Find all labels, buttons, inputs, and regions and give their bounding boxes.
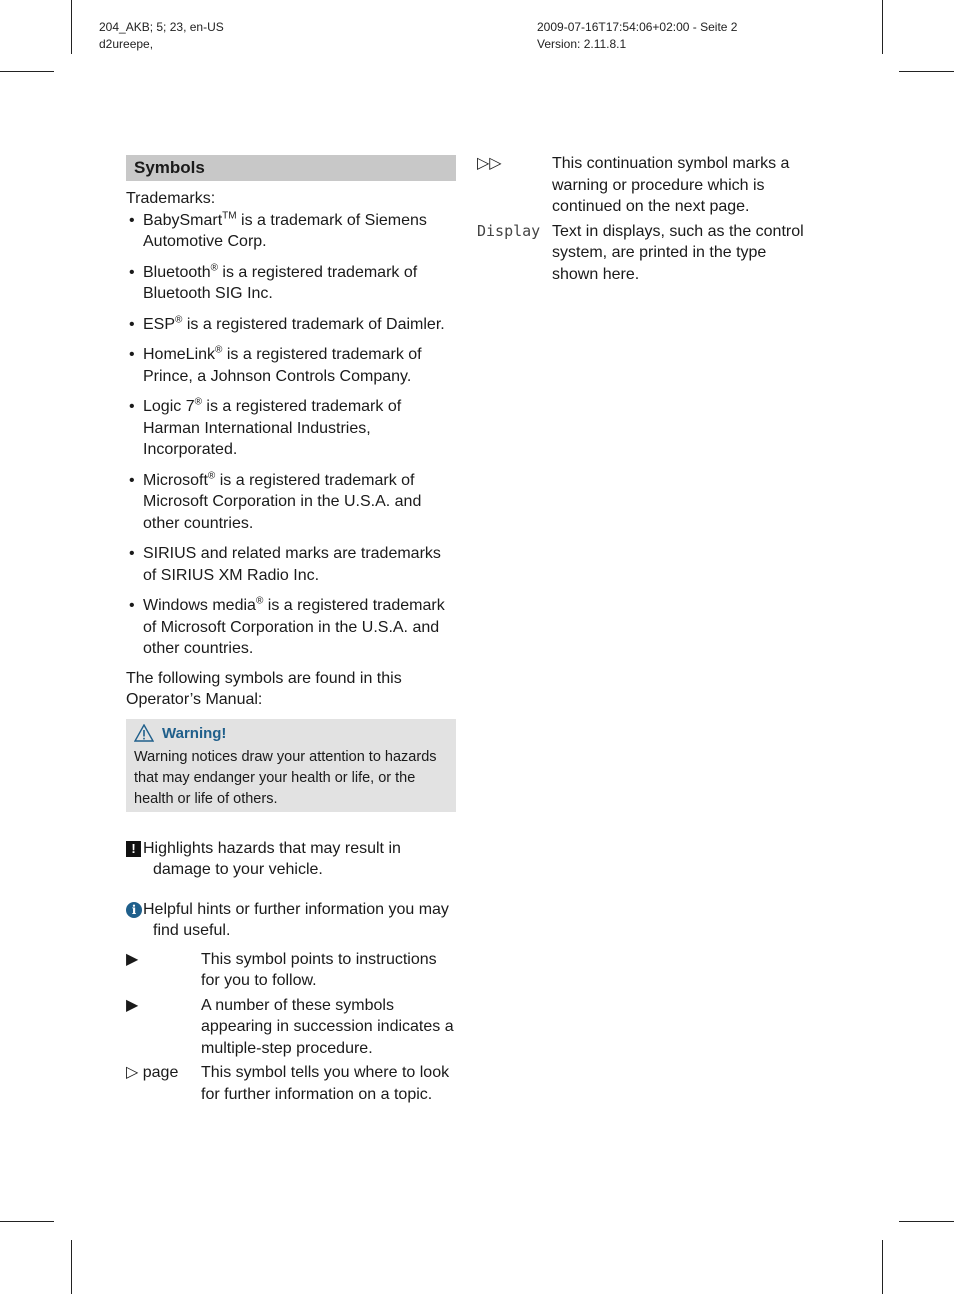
trademark-text: is a registered trademark of Harman International Industries, Incorporated.: [143, 398, 402, 458]
symbol-key: Display: [477, 221, 541, 240]
trademark-text: is a registered trademark of Microsoft Corporation in the U.S.A. and other countries.: [143, 597, 445, 657]
symbol-description: A number of these symbols appearing in succession indicates a multiple-step procedure.: [201, 996, 454, 1057]
trademark-mark: ®: [207, 470, 216, 482]
header-user: d2ureepe,: [99, 37, 154, 51]
hazard-note: [126, 838, 456, 881]
section-title: Symbols: [126, 155, 456, 181]
trademark-item: [126, 344, 456, 387]
trademark-text: is a registered trademark of Daimler.: [182, 315, 445, 333]
bullet-icon: •: [129, 211, 135, 229]
trademark-name: HomeLink: [143, 346, 216, 363]
warning-text: Warning notices draw your attention to hazards that may endanger your health or life, or the health or life of others.: [134, 748, 437, 807]
header-right: [537, 19, 737, 53]
trademark-mark: TM: [222, 210, 237, 222]
trademark-name: Logic 7: [143, 398, 195, 415]
trademark-name: Microsoft: [143, 471, 208, 489]
symbols-intro: The following symbols are found in this Operator’s Manual:: [126, 669, 402, 708]
symbol-description: This symbol tells you where to look for further information on a topic.: [201, 1064, 450, 1103]
warning-title: Warning!: [162, 724, 227, 742]
info-icon: i: [126, 902, 142, 918]
symbol-description: This symbol points to instructions for you to follow.: [201, 950, 437, 989]
trademark-mark: ®: [194, 396, 202, 408]
trademark-item: [126, 543, 456, 586]
trademark-item: [126, 210, 456, 253]
crop-mark: [71, 1240, 72, 1294]
trademark-text: is a registered trademark of Microsoft Corporation in the U.S.A. and other countries.: [143, 471, 422, 532]
trademark-item: [126, 314, 456, 336]
info-note: [126, 899, 456, 942]
symbol-key: ▷ page: [126, 1064, 179, 1081]
symbol-key: ▷▷: [477, 155, 502, 172]
info-note-text: Helpful hints or further information you may find useful.: [143, 900, 449, 939]
trademark-text: is a registered trademark of Bluetooth SIG Inc.: [143, 263, 418, 302]
warning-box: [126, 719, 456, 812]
symbol-description: Text in displays, such as the control system, are printed in the type shown here.: [552, 222, 804, 283]
warning-header: [134, 723, 448, 744]
trademark-text: is a registered trademark of Prince, a Johnson Controls Company.: [143, 346, 422, 385]
symbol-key: ▶: [126, 950, 139, 968]
right-column: [477, 153, 812, 288]
trademark-name: BabySmart: [143, 211, 223, 229]
header-version: Version: 2.11.8.1: [537, 37, 627, 51]
symbol-row: [126, 1062, 456, 1105]
symbol-row: [126, 949, 456, 992]
trademark-name: Windows media: [143, 597, 256, 614]
exclamation-icon: !: [126, 841, 141, 857]
trademark-name: Bluetooth: [143, 263, 211, 281]
bullet-icon: •: [129, 597, 135, 614]
header-timestamp: 2009-07-16T17:54:06+02:00 - Seite 2: [537, 20, 738, 34]
symbol-table-left: [126, 949, 456, 1106]
crop-mark: [0, 1221, 54, 1222]
trademark-mark: ®: [210, 262, 218, 274]
trademark-name: ESP: [143, 315, 176, 333]
trademark-item: [126, 262, 456, 305]
crop-mark: [899, 1221, 954, 1222]
trademark-item: [126, 396, 456, 461]
warning-triangle-icon: [134, 724, 154, 742]
bullet-icon: •: [129, 398, 135, 415]
crop-mark: [882, 0, 883, 54]
header-doc-id: 204_AKB; 5; 23, en-US: [99, 20, 224, 34]
trademark-mark: ®: [215, 344, 223, 356]
trademark-mark: ®: [255, 595, 264, 607]
trademark-name: SIRIUS and related marks are trademarks of SIRIUS XM Radio Inc.: [143, 545, 441, 584]
crop-mark: [71, 0, 72, 54]
symbol-row: [477, 153, 812, 218]
symbol-description: This continuation symbol marks a warning or procedure which is continued on the next page.: [552, 155, 790, 215]
hazard-note-text: Highlights hazards that may result in damage to your vehicle.: [143, 839, 401, 878]
crop-mark: [0, 71, 54, 72]
bullet-icon: •: [129, 471, 135, 489]
symbol-key: ▶: [126, 996, 139, 1014]
crop-mark: [899, 71, 954, 72]
bullet-icon: •: [129, 346, 135, 363]
trademark-mark: ®: [175, 314, 183, 326]
trademark-item: [126, 470, 456, 535]
bullet-icon: •: [129, 545, 135, 562]
bullet-icon: •: [129, 263, 135, 281]
trademark-item: [126, 595, 456, 660]
left-column: [126, 155, 456, 1108]
trademarks-intro: Trademarks:: [126, 190, 216, 207]
symbol-table-right: [477, 153, 812, 285]
symbol-row: [126, 995, 456, 1060]
trademark-list: [126, 210, 456, 660]
trademark-text: is a trademark of Siemens Automotive Corp.: [143, 211, 427, 250]
crop-mark: [882, 1240, 883, 1294]
bullet-icon: •: [129, 315, 135, 333]
header-left: [99, 19, 224, 53]
symbol-row: [477, 221, 812, 286]
